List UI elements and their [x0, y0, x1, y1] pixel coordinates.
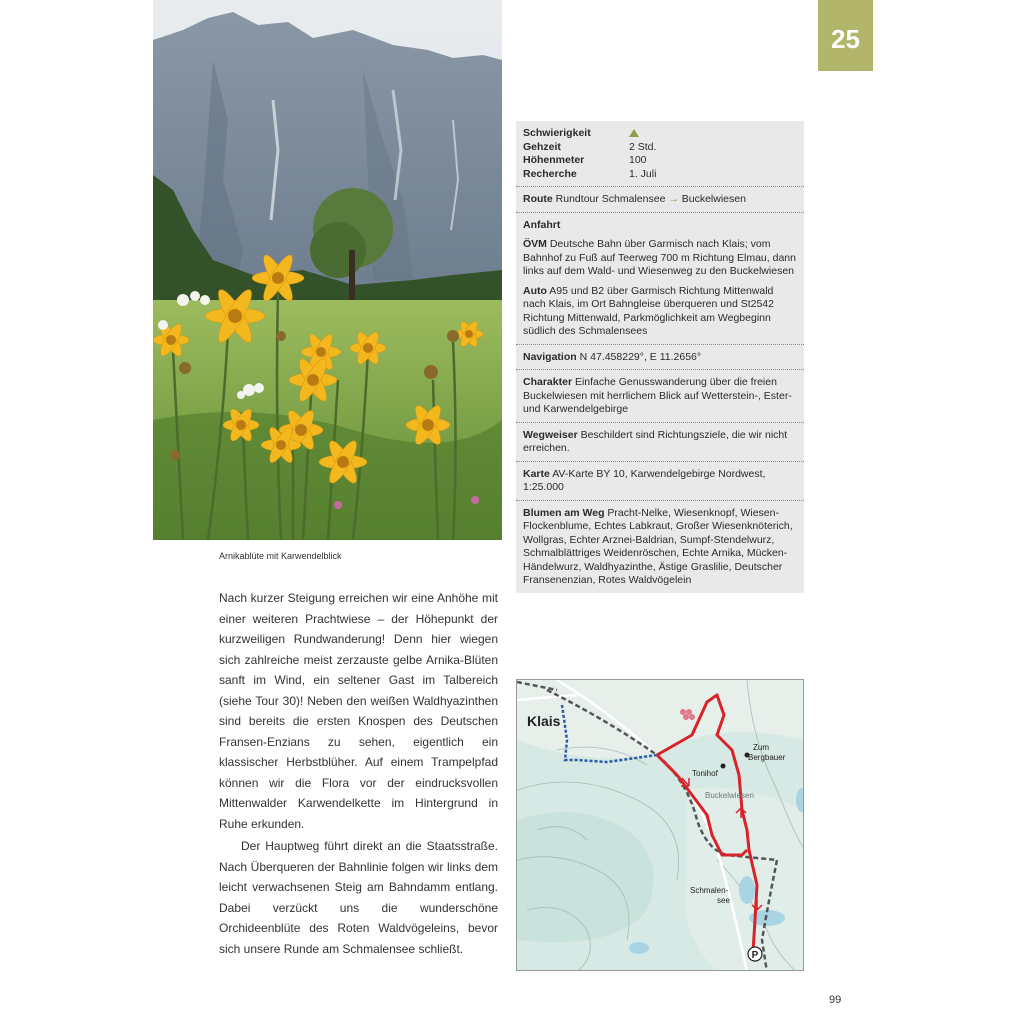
tour-info-panel	[516, 121, 804, 593]
navigation-coordinates: N 47.458229°, E 11.2656°	[579, 350, 702, 363]
stat-value-research: 1. Juli	[629, 167, 657, 180]
blumen-section	[516, 501, 804, 593]
body-paragraph-2: Der Hauptweg führt direkt an die Staatsstraße. Nach Überqueren der Bahnlinie folgen wir links dem leicht verwachsenen Steig am Bahndamm entlang. Dabei verzückt uns die wunderschöne Orchideenblüte des Roten Waldvögeleins, bevor sich unsere Runde am Schmalensee schließt.	[219, 839, 498, 956]
stat-value-elevation: 100	[629, 154, 647, 166]
map-label-buckelwiesen: Buckelwiesen	[705, 791, 754, 800]
arnika-photo-illustration	[153, 0, 502, 540]
tour-number-badge	[818, 0, 873, 71]
karte-label: Karte	[523, 467, 550, 480]
charakter-section	[516, 370, 804, 423]
arrow-right-icon: →	[668, 193, 679, 205]
map-label-klais: Klais	[527, 713, 561, 729]
oevm-text: Deutsche Bahn über Garmisch nach Klais; vom Bahnhof zu Fuß auf Teerweg 700 m Richtung Elmau, dann links auf dem Wald- und Wiesenweg zu den Buckelwiesen	[523, 238, 796, 277]
map-label-schmalensee-line1: Schmalen-	[690, 886, 729, 895]
oevm-label: ÖVM	[523, 238, 547, 250]
stat-label-difficulty: Schwierigkeit	[523, 127, 591, 139]
route-section	[516, 187, 804, 213]
map-label-schmalensee-line2: see	[717, 896, 730, 905]
blumen-label: Blumen am Weg	[523, 506, 605, 519]
anfahrt-label: Anfahrt	[523, 218, 561, 231]
map-label-zum-bergbauer-line2: Bergbauer	[748, 753, 786, 762]
wegweiser-text: Beschildert sind Richtungsziele, die wir nicht erreichen.	[523, 428, 788, 454]
green-triangle-icon	[629, 129, 639, 137]
charakter-label: Charakter	[523, 376, 573, 388]
wegweiser-label: Wegweiser	[523, 428, 578, 441]
charakter-text: Einfache Genusswanderung über die freien Buckelwiesen mit herrlichem Blick auf Wetterstein-, Ester- und Karwendelgebirge	[523, 376, 792, 415]
blumen-text: Pracht-Nelke, Wiesenknopf, Wiesen-Flockenblume, Echtes Labkraut, Großer Wiesenknöterich, Wollgras, Echter Arznei-Baldrian, Sumpf-Stendelwurz, Schmalblättriges Weidenröschen, Echte Arnika, Mücken-Händelwurz, Waldhyazinthe, Ästige Graslilie, Deutscher Fransenenzian, Rotes Waldvögelein	[523, 506, 793, 586]
navigation-section	[516, 345, 804, 371]
stats-section	[516, 121, 804, 187]
article-body	[219, 588, 498, 959]
arnika-photo	[153, 0, 502, 540]
stat-label-elevation: Höhenmeter	[523, 154, 585, 166]
auto-text: A95 und B2 über Garmisch Richtung Mittenwald nach Klais, im Ort Bahngleise überqueren und St2542 Richtung Mittenwald, Parkmöglichkeit am Wegbeginn südlich des Schmalensees	[523, 284, 774, 337]
karte-text: AV-Karte BY 10, Karwendelgebirge Nordwest, 1:25.000	[523, 467, 766, 493]
tour-number: 25	[831, 24, 860, 54]
stat-label-duration: Gehzeit	[523, 140, 561, 153]
karte-section	[516, 462, 804, 501]
body-paragraph-1: Nach kurzer Steigung erreichen wir eine Anhöhe mit einer weiteren Prachtwiese – der Höhepunkt der kurzweiligen Rundwanderung! Denn hier wiegen sich zahlreiche meist zerzauste gelbe Arnika-Blüten sanft im Wind, ein seltener Gast im Talbereich (siehe Tour 30)! Neben den weißen Waldhyazinthen sind bereits die ersten Knospen des Deutschen Fransen-Enzians zu sehen, eigentlich ein klassischer Herbstblüher. Auf einem Trampelpfad können wir die Flora vor der eindrucksvollen Mittenwalder Karwendelkette im Hintergrund in Ruhe erkunden.	[219, 591, 498, 831]
parking-icon: P	[751, 950, 759, 961]
route-from: Rundtour Schmalensee	[555, 193, 666, 205]
route-label: Route	[523, 193, 553, 205]
stat-value-duration: 2 Std.	[629, 140, 657, 153]
photo-caption: Arnikablüte mit Karwendelblick	[219, 551, 342, 561]
route-to: Buckelwiesen	[681, 193, 746, 205]
stat-label-research: Recherche	[523, 167, 577, 180]
route-map-graphic	[517, 680, 804, 971]
stat-value-difficulty	[629, 127, 798, 141]
auto-label: Auto	[523, 284, 547, 297]
page-number: 99	[829, 994, 842, 1006]
anfahrt-section	[516, 213, 804, 345]
navigation-label: Navigation	[523, 350, 577, 363]
wegweiser-section	[516, 423, 804, 462]
map-label-tonihof: Tonihof	[692, 769, 718, 778]
route-map	[516, 679, 804, 971]
map-label-zum-bergbauer-line1: Zum	[753, 743, 769, 752]
